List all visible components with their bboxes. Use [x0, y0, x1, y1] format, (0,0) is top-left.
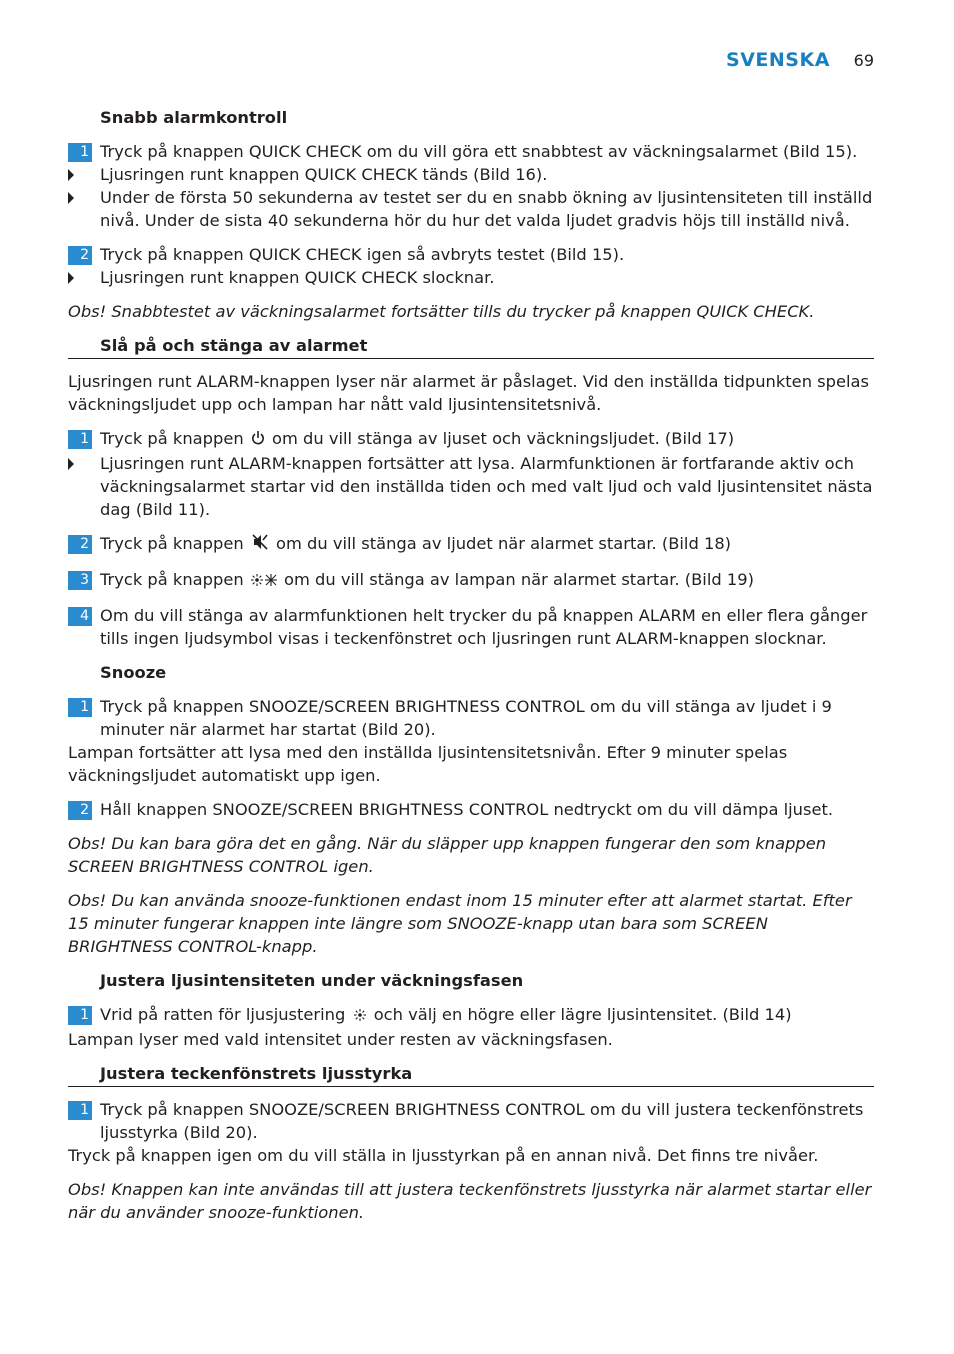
step-text: Tryck på knappen QUICK CHECK om du vill göra ett snabbtest av väckningsalarmet (Bild 15).	[100, 142, 858, 161]
note-text: Obs! Du kan bara göra det en gång. När du släpper upp knappen fungerar den som knappen SCREEN BRIGHTNESS CONTROL igen.	[68, 834, 827, 876]
step-number: 2	[68, 801, 92, 820]
step-item	[68, 1003, 874, 1028]
page-header	[726, 49, 874, 71]
step-item	[68, 695, 874, 741]
language-label: SVENSKA	[726, 49, 830, 71]
note-text: Obs! Snabbtestet av väckningsalarmet fortsätter tills du trycker på knappen QUICK CHECK.	[68, 302, 815, 321]
step-number: 1	[68, 143, 92, 162]
sound-off-icon	[251, 533, 269, 557]
bullet-text: Ljusringen runt knappen QUICK CHECK slocknar.	[100, 268, 495, 287]
step-number: 1	[68, 1101, 92, 1120]
step-text-suffix: om du vill stänga av ljudet när alarmet startar. (Bild 18)	[276, 534, 732, 553]
step-text-prefix: Tryck på knappen	[100, 534, 244, 553]
step-item	[68, 1098, 874, 1144]
bullet-item	[68, 452, 874, 521]
step-text-prefix: Vrid på ratten för ljusjustering	[100, 1005, 346, 1024]
step-text-prefix: Tryck på knappen	[100, 429, 244, 448]
note-text: Obs! Du kan använda snooze-funktionen endast inom 15 minuter efter att alarmet startat. Efter 15 minuter fungerar knappen inte längre som SNOOZE-knapp utan bara som SCREEN BRIGHTNESS CONTROL-knapp.	[68, 891, 852, 956]
bullet-icon	[68, 272, 74, 284]
bullet-item	[68, 266, 874, 289]
note-text: Obs! Knappen kan inte användas till att justera teckenfönstrets ljusstyrka när alarmet startar eller när du använder snooze-funktionen.	[68, 1180, 872, 1222]
step-number: 1	[68, 698, 92, 717]
body-text: Lampan fortsätter att lysa med den inställda ljusintensitetsnivån. Efter 9 minuter spelas väckningsljudet automatiskt upp igen.	[68, 743, 788, 785]
step-item	[68, 532, 874, 557]
light-off-icon	[251, 570, 277, 593]
step-item	[68, 568, 874, 593]
step-number: 3	[68, 571, 92, 590]
bullet-item	[68, 163, 874, 186]
bullet-text: Ljusringen runt ALARM-knappen fortsätter att lysa. Alarmfunktionen är fortfarande aktiv och väckningsalarmet startar vid den inställda tiden och med valt ljud och vald ljusintensitet nästa dag (Bild 11).	[100, 454, 873, 519]
step-item	[68, 140, 874, 163]
step-number: 2	[68, 535, 92, 554]
section-heading-light-intensity: Justera ljusintensiteten under väckningsfasen	[100, 971, 524, 990]
bullet-item	[68, 186, 874, 232]
step-text: Om du vill stänga av alarmfunktionen helt trycker du på knappen ALARM en eller flera gånger tills ingen ljudsymbol visas i teckenfönstret och ljusringen runt ALARM-knappen slocknar.	[100, 606, 868, 648]
step-text-prefix: Tryck på knappen	[100, 570, 244, 589]
step-item	[68, 427, 874, 452]
step-number: 4	[68, 607, 92, 626]
step-number: 1	[68, 430, 92, 449]
step-item	[68, 604, 874, 650]
body-text: Lampan lyser med vald intensitet under resten av väckningsfasen.	[68, 1030, 613, 1049]
step-text: Håll knappen SNOOZE/SCREEN BRIGHTNESS CONTROL nedtryckt om du vill dämpa ljuset.	[100, 800, 834, 819]
bullet-icon	[68, 458, 74, 470]
power-icon	[251, 429, 265, 452]
step-text-suffix: om du vill stänga av ljuset och väckningsljudet. (Bild 17)	[272, 429, 735, 448]
step-item	[68, 798, 874, 821]
body-text: Tryck på knappen igen om du vill ställa in ljusstyrkan på en annan nivå. Det finns tre nivåer.	[68, 1146, 819, 1165]
bullet-icon	[68, 169, 74, 181]
light-adjust-icon	[353, 1005, 367, 1028]
step-text: Tryck på knappen SNOOZE/SCREEN BRIGHTNESS CONTROL om du vill justera teckenfönstrets ljusstyrka (Bild 20).	[100, 1100, 864, 1142]
step-number: 1	[68, 1006, 92, 1025]
intro-text: Ljusringen runt ALARM-knappen lyser när alarmet är påslaget. Vid den inställda tidpunkten spelas väckningsljudet upp och lampan har nått vald ljusintensitetsnivå.	[68, 372, 870, 414]
bullet-text: Ljusringen runt knappen QUICK CHECK tänds (Bild 16).	[100, 165, 548, 184]
section-heading-quick-check: Snabb alarmkontroll	[100, 108, 288, 127]
section-heading-screen-brightness: Justera teckenfönstrets ljusstyrka	[68, 1062, 874, 1087]
step-text: Tryck på knappen QUICK CHECK igen så avbryts testet (Bild 15).	[100, 245, 625, 264]
step-item	[68, 243, 874, 266]
step-text: Tryck på knappen SNOOZE/SCREEN BRIGHTNESS CONTROL om du vill stänga av ljudet i 9 minuter när alarmet har startat (Bild 20).	[100, 697, 832, 739]
bullet-text: Under de första 50 sekunderna av testet ser du en snabb ökning av ljusintensiteten till inställd nivå. Under de sista 40 sekunderna hör du hur det valda ljudet gradvis höjs till inställd nivå.	[100, 188, 873, 230]
page-number: 69	[853, 51, 874, 70]
page-content	[68, 106, 874, 1224]
section-heading-alarm-on-off: Slå på och stänga av alarmet	[68, 334, 874, 359]
step-number: 2	[68, 246, 92, 265]
step-text-suffix: och välj en högre eller lägre ljusintensitet. (Bild 14)	[373, 1005, 792, 1024]
bullet-icon	[68, 192, 74, 204]
section-heading-snooze: Snooze	[100, 663, 167, 682]
step-text-suffix: om du vill stänga av lampan när alarmet startar. (Bild 19)	[284, 570, 754, 589]
